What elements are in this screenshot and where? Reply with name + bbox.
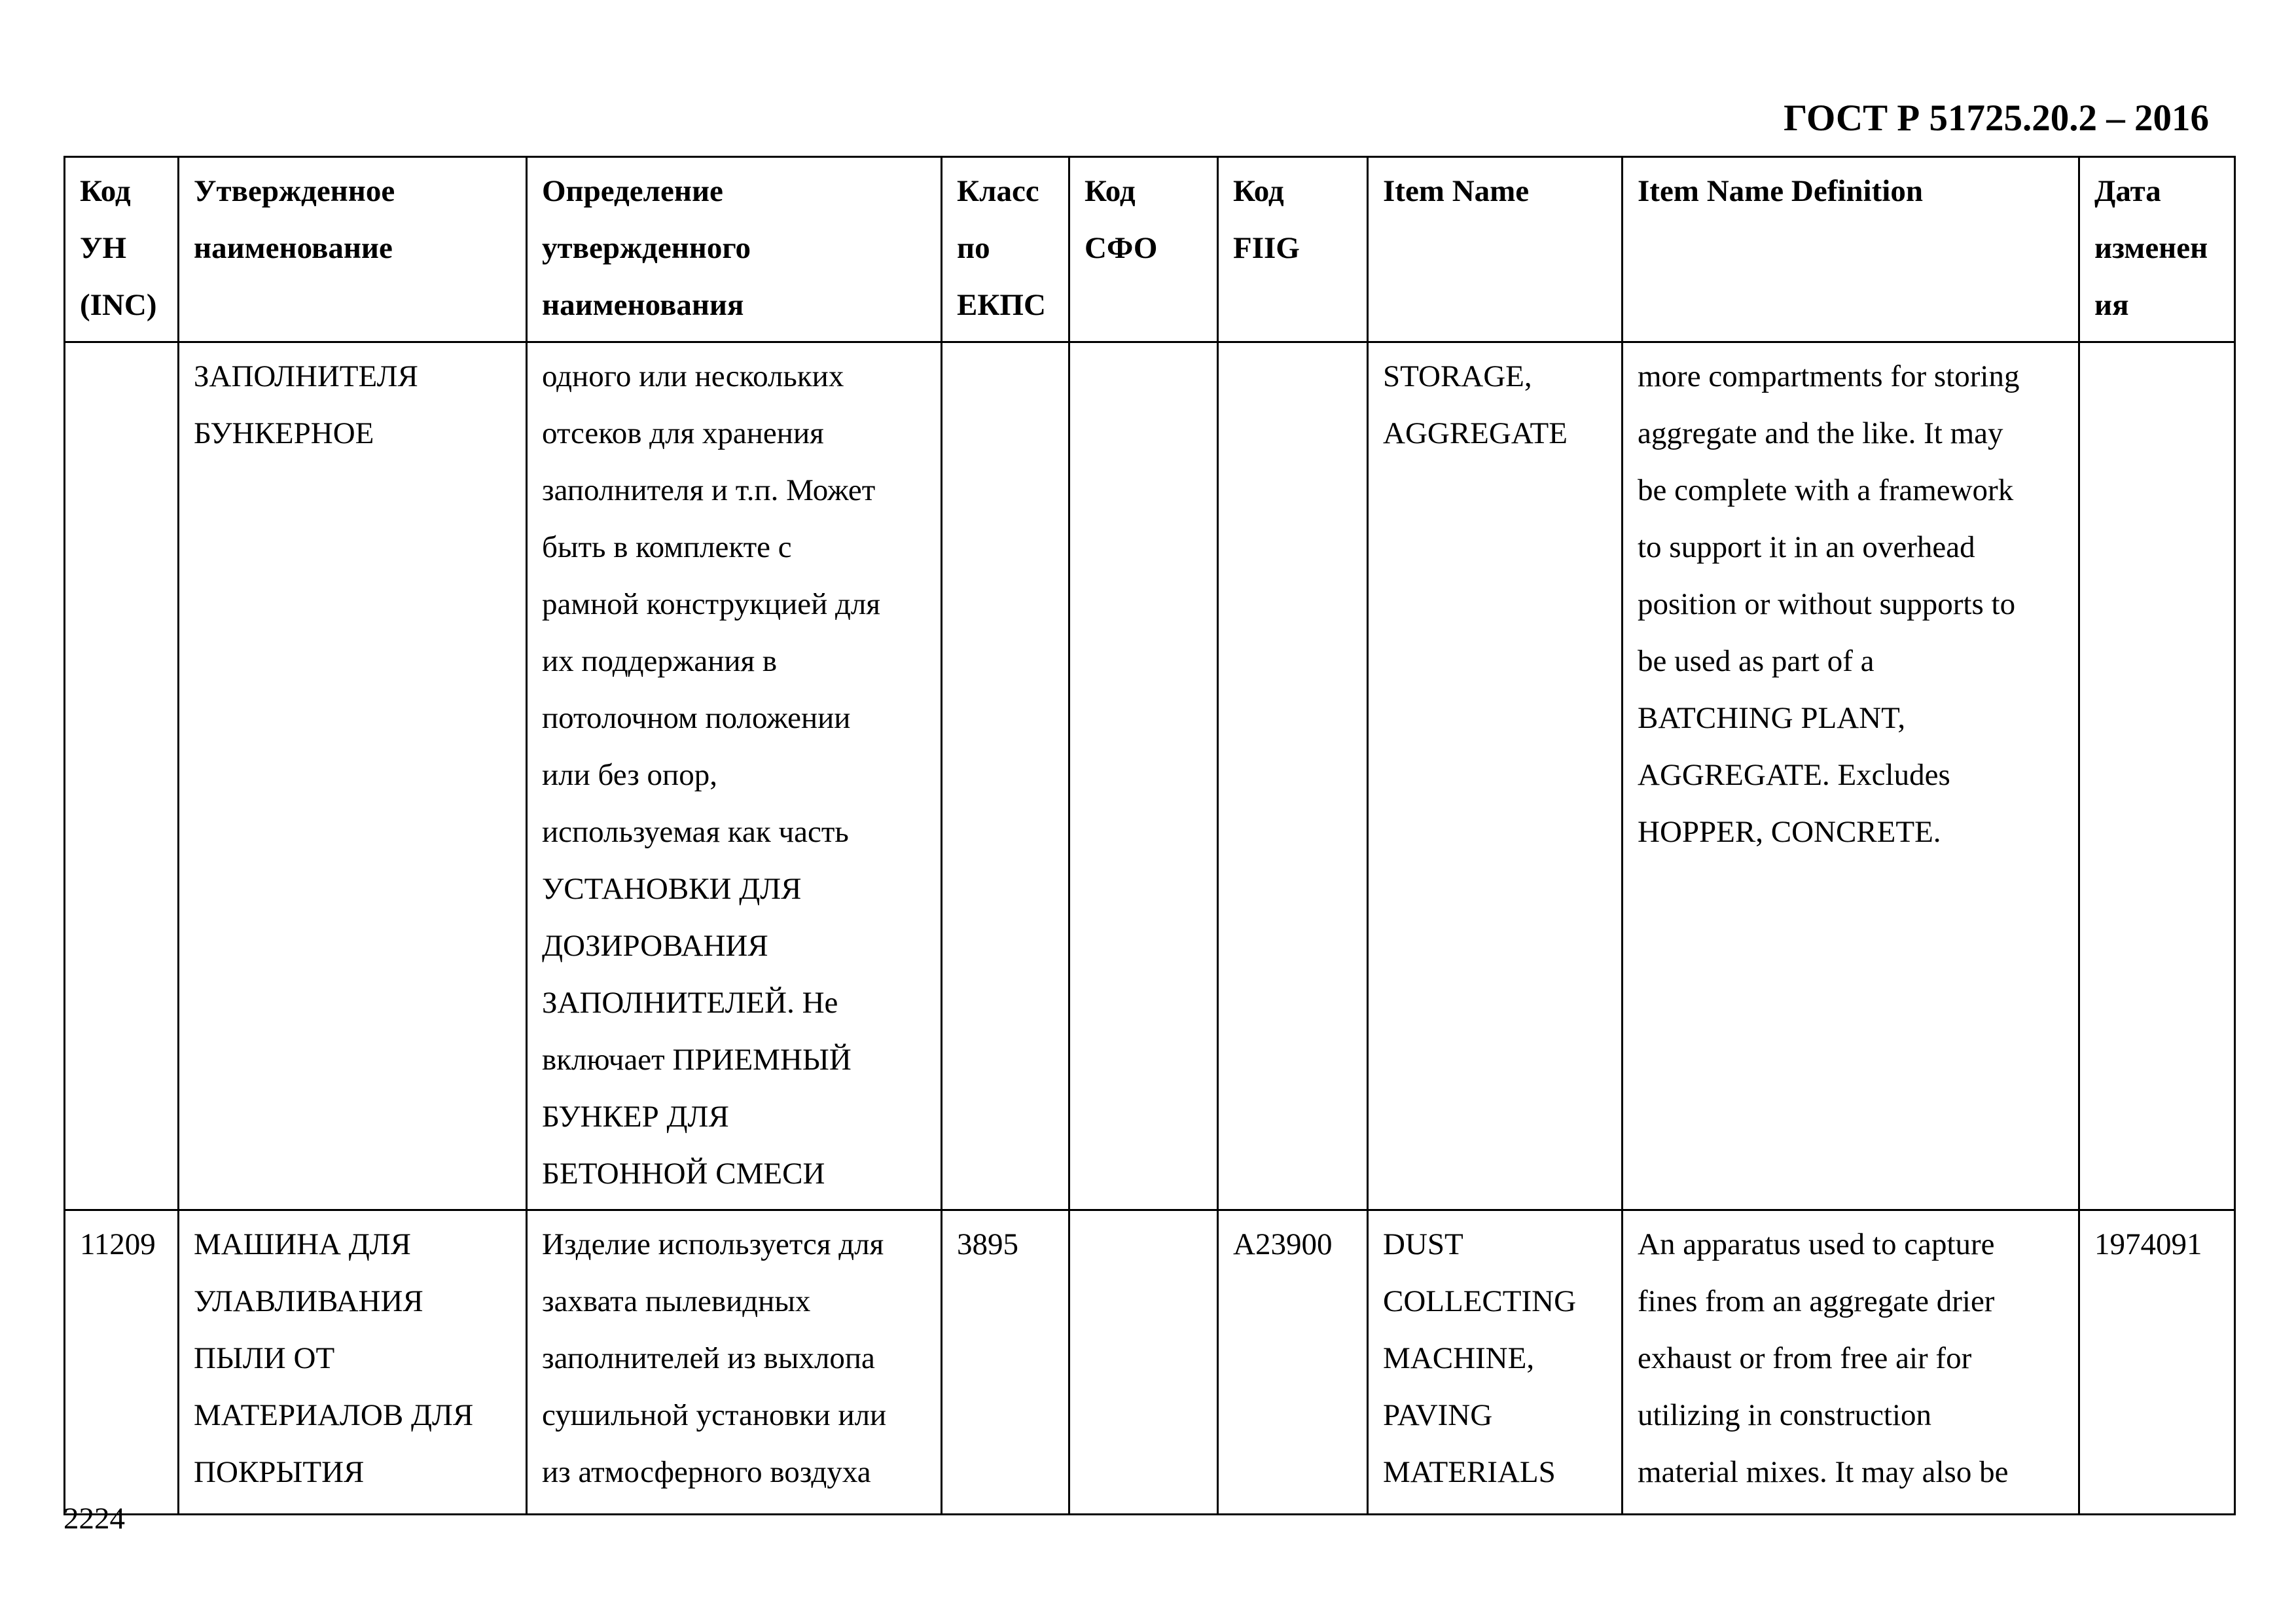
cell-item-name: STORAGE, AGGREGATE (1368, 342, 1623, 1210)
cell-item-name-definition: more compartments for storing aggregate and the like. It may be complete with a framework to support it in an overhead position or without supports to be used as part of a BATCHING PLANT, AGGREGATE. Excludes HOPPER, CONCRETE. (1623, 342, 2079, 1210)
column-header-item-name: Item Name (1368, 157, 1623, 342)
column-header-sfo-code: Код СФО (1069, 157, 1218, 342)
column-header-fiig-code: Код FIIG (1218, 157, 1368, 342)
column-header-approved-name: Утвержденное наименование (179, 157, 527, 342)
cell-inc: 11209 (65, 1210, 179, 1515)
cell-approved-name: ЗАПОЛНИТЕЛЯ БУНКЕРНОЕ (179, 342, 527, 1210)
cell-item-name-definition: An apparatus used to capture fines from an aggregate drier exhaust or from free air for utilizing in construction material mixes. It may also be (1623, 1210, 2079, 1515)
cell-fiig-code: A23900 (1218, 1210, 1368, 1515)
column-header-inc: Код УН (INC) (65, 157, 179, 342)
column-header-change-date: Дата изменен ия (2079, 157, 2235, 342)
table-header-row (65, 157, 2235, 342)
cell-sfo-code (1069, 1210, 1218, 1515)
cell-change-date (2079, 342, 2235, 1210)
column-header-definition: Определение утвержденного наименования (527, 157, 942, 342)
column-header-ekps-class: Класс по ЕКПС (942, 157, 1069, 342)
page-number: 2224 (63, 1502, 125, 1536)
cell-inc (65, 342, 179, 1210)
table-row (65, 1210, 2235, 1515)
document-standard-header: ГОСТ Р 51725.20.2 – 2016 (1784, 98, 2209, 139)
cell-ekps-class: 3895 (942, 1210, 1069, 1515)
cell-change-date: 1974091 (2079, 1210, 2235, 1515)
cell-ekps-class (942, 342, 1069, 1210)
table-row (65, 342, 2235, 1210)
classification-table (63, 156, 2236, 1515)
column-header-item-name-definition: Item Name Definition (1623, 157, 2079, 342)
cell-approved-name: МАШИНА ДЛЯ УЛАВЛИВАНИЯ ПЫЛИ ОТ МАТЕРИАЛОВ ДЛЯ ПОКРЫТИЯ (179, 1210, 527, 1515)
cell-fiig-code (1218, 342, 1368, 1210)
cell-item-name: DUST COLLECTING MACHINE, PAVING MATERIALS (1368, 1210, 1623, 1515)
cell-sfo-code (1069, 342, 1218, 1210)
cell-definition: Изделие используется для захвата пылевидных заполнителей из выхлопа сушильной установки или из атмосферного воздуха (527, 1210, 942, 1515)
cell-definition: одного или нескольких отсеков для хранения заполнителя и т.п. Может быть в комплекте с рамной конструкцией для их поддержания в потолочном положении или без опор, используемая как часть УСТАНОВКИ ДЛЯ ДОЗИРОВАНИЯ ЗАПОЛНИТЕЛЕЙ. Не включает ПРИЕМНЫЙ БУНКЕР ДЛЯ БЕТОННОЙ СМЕСИ (527, 342, 942, 1210)
